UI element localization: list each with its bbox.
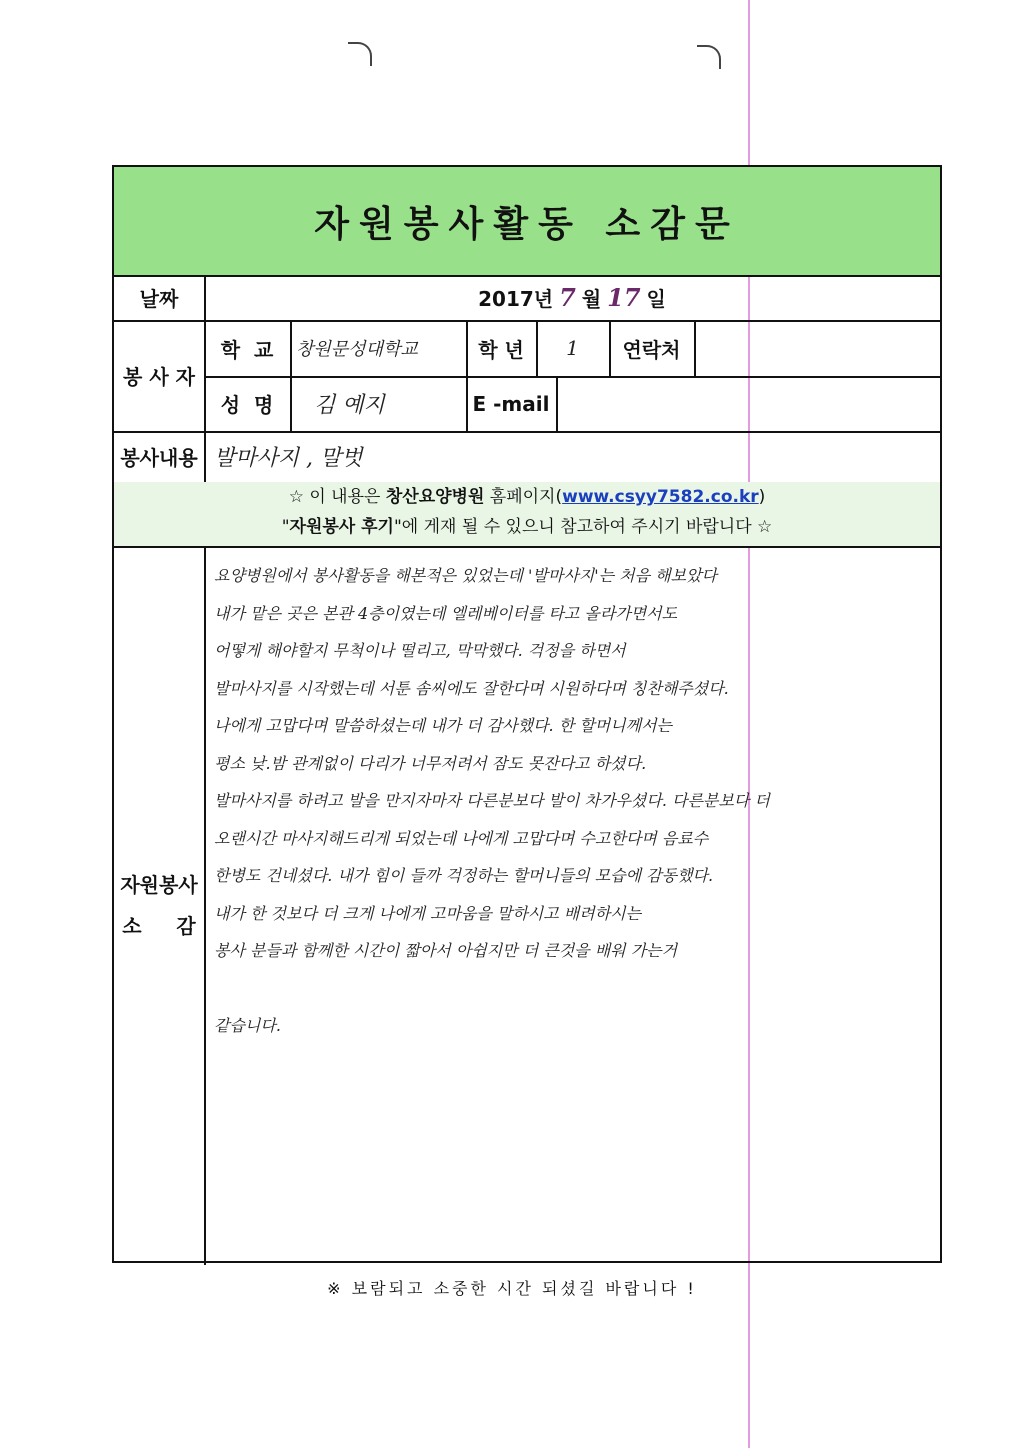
grade-label: 학 년 <box>478 337 524 362</box>
notice-line-2 <box>114 512 940 542</box>
volunteer-label: 봉 사 자 <box>123 365 195 389</box>
contact-value <box>694 320 940 376</box>
school-label: 학 교 <box>220 337 274 362</box>
punch-hole-right <box>697 45 721 69</box>
essay-line: 발마사지를 하려고 발을 만지자마자 다른분보다 발이 차가우셨다. 다른분보다 더 <box>214 791 770 810</box>
date-label: 날짜 <box>139 287 179 311</box>
impression-label <box>114 546 204 1261</box>
email-label: E -mail <box>472 391 550 416</box>
notice-prefix: ☆ 이 내용은 <box>288 487 386 507</box>
essay-line <box>214 970 934 1008</box>
volunteer-form <box>112 165 942 1263</box>
essay-line: 한병도 건네셨다. 내가 힘이 들까 걱정하는 할머니들의 모습에 감동했다. <box>214 866 714 885</box>
name-value: 김 예지 <box>314 393 385 418</box>
essay-line: 같습니다. <box>214 1016 281 1035</box>
contact-label: 연락처 <box>622 337 681 362</box>
school-value: 창원문성대학교 <box>296 339 418 360</box>
essay-line: 발마사지를 시작했는데 서툰 솜씨에도 잘한다며 시원하다며 칭찬해주셨다. <box>214 678 729 698</box>
grade-value: 1 <box>566 336 579 360</box>
notice-hospital: 창산요양병원 <box>385 487 485 507</box>
essay-line: 어떻게 해야할지 무척이나 떨리고, 막막했다. 걱정을 하면서 <box>214 641 626 660</box>
notice-line2-bold: 자원봉사 후기 <box>289 517 394 537</box>
punch-hole-left <box>348 42 372 66</box>
notice-line2-b: "에 게재 될 수 있으니 참고하여 주시기 바랍니다 ☆ <box>393 517 773 537</box>
col-divider <box>290 320 292 431</box>
date-month-unit: 월 <box>581 287 602 311</box>
email-value <box>556 376 940 431</box>
date-value <box>204 275 940 320</box>
notice-box <box>114 482 940 548</box>
essay-line: 내가 맡은 곳은 본관 4층이였는데 엘레베이터를 타고 올라가면서도 <box>214 603 678 623</box>
date-day: 17 <box>607 283 641 312</box>
date-day-unit: 일 <box>646 287 666 311</box>
date-month: 7 <box>559 283 576 312</box>
notice-line2-a: " <box>281 517 290 537</box>
essay-line: 요양병원에서 봉사활동을 해본적은 있었는데 '발마사지'는 처음 해보았다 <box>214 566 717 585</box>
essay-line: 내가 한 것보다 더 크게 나에게 고마움을 말하시고 배려하시는 <box>214 903 642 923</box>
notice-suffix: ) <box>758 487 766 507</box>
content-label: 봉사내용 <box>120 446 198 470</box>
form-title: 자원봉사활동 소감문 <box>314 203 740 245</box>
content-value: 발마사지 , 말벗 <box>214 446 363 471</box>
name-label: 성 명 <box>220 393 274 417</box>
impression-label-line1: 자원봉사 <box>120 872 198 897</box>
title-bar <box>114 167 940 277</box>
impression-text <box>214 557 934 1045</box>
date-year: 2017년 <box>478 287 554 311</box>
notice-line-1 <box>114 482 940 512</box>
essay-line: 나에게 고맙다며 말씀하셨는데 내가 더 감사했다. 한 할머니께서는 <box>214 716 673 735</box>
essay-line: 평소 낮.밤 관계없이 다리가 너무저려서 잠도 못잔다고 하셨다. <box>214 753 647 773</box>
essay-line: 오랜시간 마사지해드리게 되었는데 나에게 고맙다며 수고한다며 음료수 <box>214 828 709 848</box>
essay-line: 봉사 분들과 함께한 시간이 짧아서 아쉽지만 더 큰것을 배워 가는거 <box>214 941 678 960</box>
homepage-link[interactable]: www.csyy7582.co.kr <box>562 487 759 507</box>
notice-mid: 홈페이지( <box>484 487 563 507</box>
footer-message: ※ 보람되고 소중한 시간 되셨길 바랍니다 ! <box>327 1279 697 1298</box>
impression-label-line2: 소 감 <box>122 913 196 938</box>
